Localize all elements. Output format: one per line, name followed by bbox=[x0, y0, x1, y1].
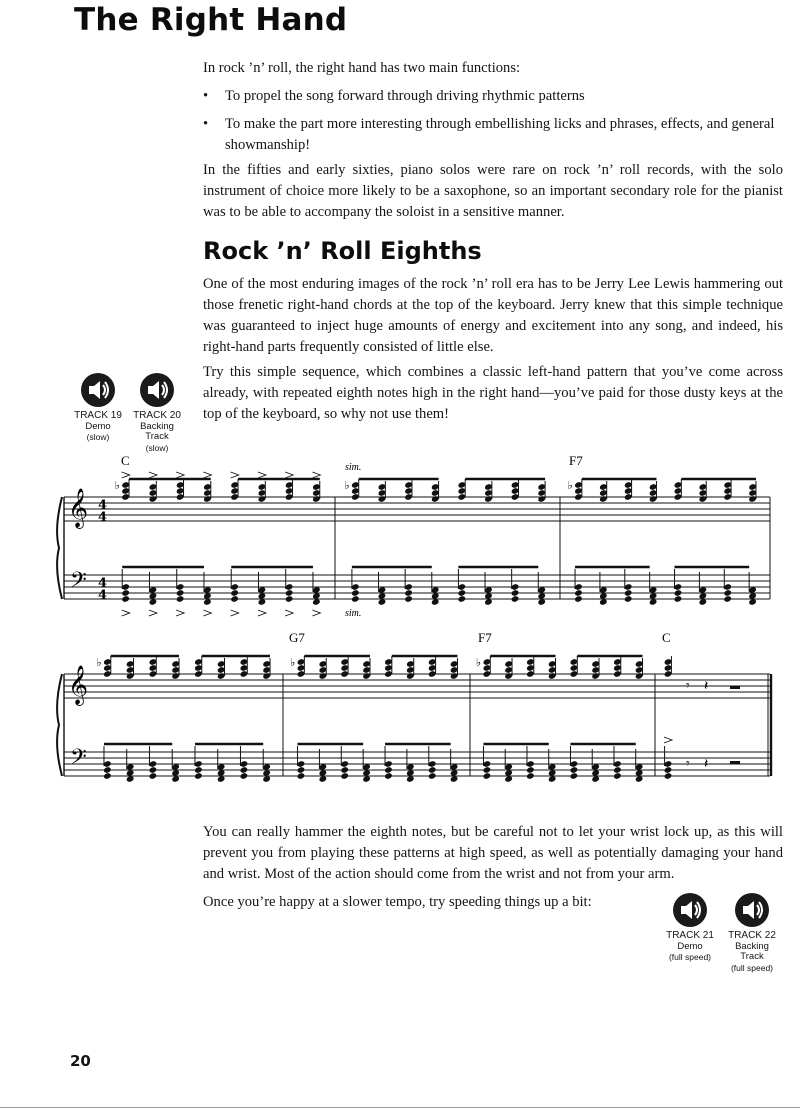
note-head bbox=[483, 772, 492, 780]
note-head bbox=[194, 772, 203, 780]
accent-mark bbox=[258, 472, 266, 478]
accent-mark bbox=[231, 610, 239, 616]
note-head bbox=[664, 772, 673, 780]
note-head bbox=[674, 589, 683, 597]
track-type: Demo bbox=[85, 420, 111, 432]
track-speed: (slow) bbox=[86, 432, 110, 442]
note-head bbox=[574, 589, 583, 597]
note-head bbox=[511, 589, 520, 597]
time-signature: 4 bbox=[98, 576, 108, 591]
note-head bbox=[574, 595, 583, 603]
eighth-rest: 𝄾 bbox=[686, 756, 690, 772]
half-rest bbox=[730, 761, 740, 764]
time-signature: 4 bbox=[98, 588, 108, 603]
note-head bbox=[351, 595, 360, 603]
intro-paragraph: In rock ’n’ roll, the right hand has two main functions: bbox=[203, 60, 521, 76]
track-label: TRACK 21 bbox=[666, 930, 714, 941]
note-head bbox=[121, 589, 130, 597]
bass-clef: 𝄢 bbox=[70, 568, 87, 598]
note-head bbox=[404, 595, 413, 603]
note-head bbox=[723, 595, 732, 603]
note-head bbox=[297, 766, 306, 774]
page-number: 20 bbox=[70, 1052, 91, 1070]
note-head bbox=[176, 589, 185, 597]
accent-mark bbox=[122, 472, 130, 478]
track-speed: (slow) bbox=[145, 442, 169, 453]
note-head bbox=[240, 766, 249, 774]
note-head bbox=[511, 595, 520, 603]
page-title: The Right Hand bbox=[74, 2, 348, 38]
note-head bbox=[526, 766, 535, 774]
accent-mark bbox=[122, 610, 130, 616]
accent-mark bbox=[176, 610, 184, 616]
track-label: TRACK 22 bbox=[728, 930, 776, 941]
sim-mark: sim. bbox=[345, 462, 362, 473]
track-21-audio[interactable] bbox=[662, 892, 718, 963]
chord-symbol: C bbox=[121, 453, 130, 468]
accent-mark bbox=[258, 610, 266, 616]
half-rest bbox=[730, 686, 740, 689]
note-head bbox=[384, 772, 393, 780]
footer-rule bbox=[0, 1107, 800, 1108]
note-head bbox=[624, 589, 633, 597]
note-head bbox=[384, 766, 393, 774]
accent-mark bbox=[176, 472, 184, 478]
system-brace bbox=[57, 674, 62, 776]
chord-symbol: C bbox=[662, 630, 671, 645]
note-head bbox=[176, 595, 185, 603]
note-head bbox=[624, 595, 633, 603]
note-head bbox=[340, 772, 349, 780]
note-head bbox=[103, 766, 112, 774]
track-type: Backing Track bbox=[735, 940, 769, 962]
sim-mark: sim. bbox=[345, 608, 362, 619]
flat-sign: ♭ bbox=[96, 656, 102, 669]
accent-mark bbox=[203, 472, 211, 478]
track-22-audio[interactable] bbox=[724, 892, 780, 973]
flat-sign: ♭ bbox=[344, 479, 350, 492]
note-head bbox=[526, 772, 535, 780]
time-signature: 4 bbox=[98, 498, 108, 513]
note-head bbox=[483, 766, 492, 774]
note-head bbox=[613, 772, 622, 780]
accent-mark bbox=[312, 472, 320, 478]
treble-clef: 𝄞 bbox=[68, 665, 89, 705]
section-title: Rock ’n’ Roll Eighths bbox=[203, 237, 482, 265]
note-head bbox=[121, 595, 130, 603]
flat-sign: ♭ bbox=[289, 656, 296, 669]
flat-sign: ♭ bbox=[567, 479, 573, 492]
accent-mark bbox=[231, 472, 239, 478]
note-head bbox=[194, 766, 203, 774]
note-head bbox=[404, 589, 413, 597]
accent-mark bbox=[664, 737, 672, 743]
note-head bbox=[570, 772, 579, 780]
note-head bbox=[613, 766, 622, 774]
note-head bbox=[230, 595, 239, 603]
note-head bbox=[230, 589, 239, 597]
notation-group bbox=[57, 472, 771, 783]
system-brace bbox=[57, 497, 62, 599]
accent-mark bbox=[149, 610, 157, 616]
note-head bbox=[664, 766, 673, 774]
accent-mark bbox=[312, 610, 320, 616]
fifties-paragraph: In the fifties and early sixties, piano solos were rare on rock ’n’ roll records, with the solo instrument of choice more likely to be a saxophone, so an important secondary role for the pianist was to be able to accompany the soloist in a sensitive manner. bbox=[203, 162, 783, 220]
note-head bbox=[570, 766, 579, 774]
track-type: Demo bbox=[677, 940, 703, 952]
note-head bbox=[240, 772, 249, 780]
quarter-rest: 𝄽 bbox=[704, 678, 709, 694]
note-head bbox=[674, 595, 683, 603]
accent-mark bbox=[285, 472, 293, 478]
note-head bbox=[149, 772, 158, 780]
track-label: TRACK 20 bbox=[133, 410, 181, 421]
note-head bbox=[285, 595, 294, 603]
note-head bbox=[103, 772, 112, 780]
hammer-paragraph: You can really hammer the eighth notes, but be careful not to let your wrist lock up, as this will prevent you from playing these patterns at high speed, as well as potentially damaging your hand and wrist. Most of the action should come from the wrist and not from your arm. bbox=[203, 824, 783, 882]
note-head bbox=[458, 595, 467, 603]
quarter-rest: 𝄽 bbox=[704, 756, 709, 772]
note-head bbox=[285, 589, 294, 597]
treble-clef: 𝄞 bbox=[68, 488, 89, 528]
note-head bbox=[340, 766, 349, 774]
track-label: TRACK 19 bbox=[74, 410, 122, 421]
flat-sign: ♭ bbox=[114, 479, 120, 492]
speed-up-paragraph: Once you’re happy at a slower tempo, try speeding things up a bit: bbox=[203, 894, 592, 910]
list-item: • To propel the song forward through driving rhythmic patterns bbox=[203, 86, 783, 107]
accent-mark bbox=[285, 610, 293, 616]
accent-mark bbox=[149, 472, 157, 478]
note-head bbox=[351, 589, 360, 597]
flat-sign: ♭ bbox=[475, 656, 482, 669]
jerry-lee-paragraph: One of the most enduring images of the rock ’n’ roll era has to be Jerry Lee Lewis hammering out those frenetic right-hand chords at the top of the keyboard. Jerry knew that this simple technique was guaranteed to inject huge amounts of energy and excitement into any song, and indeed, his right-hand parts frequently consisted of little else. bbox=[203, 276, 783, 355]
note-head bbox=[723, 589, 732, 597]
note-head bbox=[297, 772, 306, 780]
speaker-icon bbox=[734, 892, 770, 928]
note-head bbox=[428, 772, 437, 780]
chord-symbol: F7 bbox=[478, 630, 492, 645]
bass-clef: 𝄢 bbox=[70, 745, 87, 775]
track-speed: (full speed) bbox=[730, 962, 774, 973]
note-head bbox=[428, 766, 437, 774]
chord-symbol: G7 bbox=[289, 630, 305, 645]
time-signature: 4 bbox=[98, 510, 108, 525]
speaker-icon bbox=[672, 892, 708, 928]
try-sequence-paragraph: Try this simple sequence, which combines a classic left-hand pattern that you’ve come across already, with repeated eighth notes high in the right hand—you’ve paid for those dusty keys at the top of the keyboard, so why not use them! bbox=[203, 364, 783, 422]
list-item: • To make the part more interesting through embellishing licks and phrases, effects, and general showmanship! bbox=[203, 114, 783, 156]
chord-symbol: F7 bbox=[569, 453, 583, 468]
track-type: Backing Track bbox=[140, 420, 174, 442]
eighth-rest: 𝄾 bbox=[686, 678, 690, 694]
track-speed: (full speed) bbox=[668, 952, 712, 962]
note-head bbox=[458, 589, 467, 597]
accent-mark bbox=[203, 610, 211, 616]
note-head bbox=[149, 766, 158, 774]
